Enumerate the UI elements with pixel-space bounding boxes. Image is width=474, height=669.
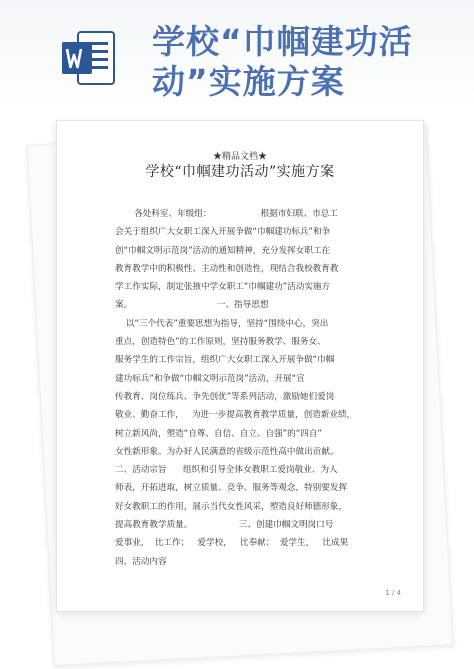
body-line: 建功标兵”和争做“巾帼文明示范岗”活动，开展“宣: [115, 373, 305, 384]
body-line: 好女教职工的作用，展示当代女性风采，塑造良好师德形象，: [115, 501, 348, 512]
banner-title-line-1: 学校“巾帼建功活: [152, 22, 413, 61]
body-line: 二、活动宗旨 组织和引导全体女教职工爱岗敬业、为人: [115, 465, 338, 476]
body-line: 教育教学中的积极性、主动性和创造性，现结合我校教育教: [115, 263, 339, 274]
body-line: 以“三个代表”重要思想为指导，坚持“围绕中心，突出: [115, 318, 329, 329]
body-line: 师表，开拓进取，树立质量、竞争、服务等观念，特别要发挥: [115, 483, 348, 494]
body-line: 会关于组织广大女职工深入开展争做“巾帼建功标兵”和争: [115, 227, 331, 238]
document-body: [115, 205, 377, 571]
body-line: 女性新形象。为办好人民满意的省级示范性高中做出贡献。: [115, 446, 339, 457]
body-line: 案。 一、指导思想: [115, 300, 269, 311]
body-line: 爱事业， 比工作； 爱学校， 比奉献； 爱学生， 比成果: [115, 538, 349, 549]
body-line: 四、活动内容: [115, 556, 167, 567]
banner-title-line-2: 动”实施方案: [152, 62, 345, 101]
body-line: 重点，创造特色”的工作原则，坚持服务教学、服务女、: [115, 337, 326, 348]
body-line: 学工作实际，制定张掖中学女职工“巾帼建功”活动实施方: [115, 282, 331, 293]
header-mark: ★精品文档★: [212, 152, 267, 162]
body-line: 敬业、勤奋工作， 为进一步提高教育教学质量，创造新业绩，: [115, 410, 356, 421]
page-number: 1 / 4: [385, 589, 401, 597]
body-line: 各处科室、年级组： 根据市妇联、市总工: [115, 209, 338, 219]
word-document-icon: [60, 28, 116, 88]
body-line: 创“巾帼文明示范岗”活动的通知精神，充分发挥女职工在: [115, 245, 331, 256]
document-title: 学校“巾帼建功活动”实施方案: [145, 164, 335, 180]
body-line: 树立新风尚，塑造“自尊、自信、自立、自强”的“四自”: [115, 428, 322, 439]
document-page: [56, 120, 424, 612]
banner-title: [152, 22, 462, 102]
body-line: 传教育、岗位练兵、争先创优”等系列活动，激励她们爱岗: [115, 391, 335, 402]
body-line: 提高教育教学质量。 三、创建巾帼文明岗口号: [115, 520, 334, 531]
body-line: 服务学生的工作宗旨，组织广大女职工深入开展争做“巾帼: [115, 355, 335, 366]
preview-banner: [0, 0, 474, 110]
